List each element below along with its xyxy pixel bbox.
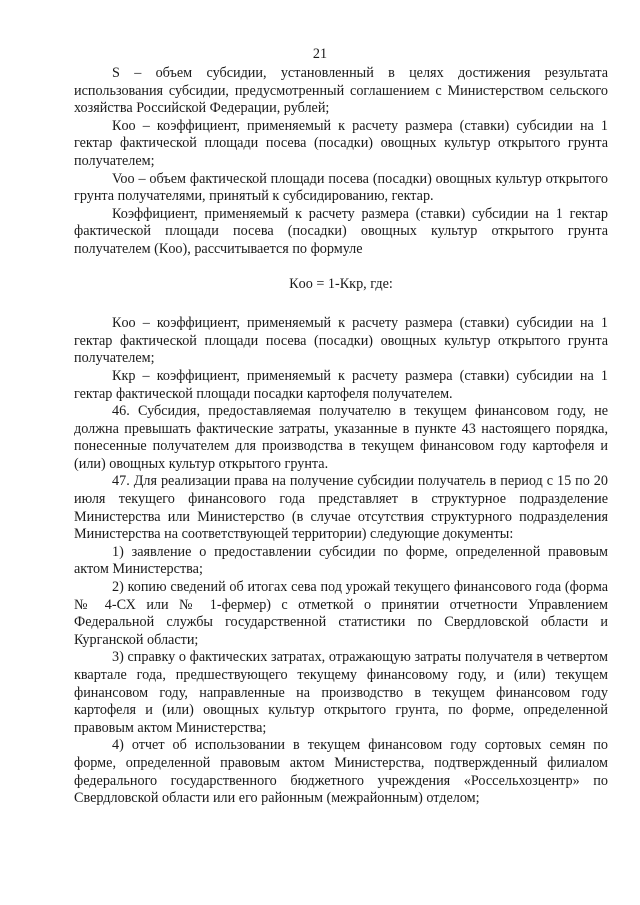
- paragraph-subsidy-volume: S – объем субсидии, установленный в целях достижения результата использования субсидии, предусмотренный соглашением с Министерством сельского хозяйства Российской Федерации, рублей;: [74, 65, 608, 117]
- paragraph-item-46: 46. Субсидия, предоставляемая получателю в текущем финансовом году, не должна превышать фактические затраты, указанные в пункте 43 настоящего порядка, понесенные получателем для производства в текущем финансовом году картофеля и (или) овощных культур открытого грунта.: [74, 403, 608, 472]
- list-item-4: 4) отчет об использовании в текущем финансовом году сортовых семян по форме, определенной правовым актом Министерства, подтвержденный филиалом федерального государственного бюджетного учреждения «Россельхозцентр» по Свердловской области или его районным (межрайонным) отделом;: [74, 737, 608, 807]
- list-item-2: 2) копию сведений об итогах сева под урожай текущего финансового года (форма № 4-СХ или № 1-фермер) с отметкой о принятии отчетности Управлением Федеральной службы государственной статистики по Свердловской области и Курганской области;: [74, 579, 608, 648]
- paragraph-koo-definition: Кoo – коэффициент, применяемый к расчету размера (ставки) субсидии на 1 гектар фактической площади посева (посадки) овощных культур открытого грунта получателем;: [74, 117, 608, 169]
- page-number: 21: [312, 46, 328, 62]
- paragraph-koo-definition-repeat: Кoo – коэффициент, применяемый к расчету размера (ставки) субсидии на 1 гектар фактической площади посева (посадки) овощных культур открытого грунта получателем;: [74, 315, 608, 367]
- paragraph-koo-formula-intro: Коэффициент, применяемый к расчету размера (ставки) субсидии на 1 гектар фактической площади посева (посадки) овощных культур открытого грунта получателем (Кoo), рассчитывается по формуле: [74, 205, 608, 257]
- formula: Кoo = 1-Ккр, где:: [289, 275, 393, 292]
- document-body: [74, 65, 608, 808]
- paragraph-voo-definition: Voo – объем фактической площади посева (посадки) овощных культур открытого грунта получателями, принятый к субсидированию, гектар.: [74, 170, 608, 205]
- list-item-3: 3) справку о фактических затратах, отражающую затраты получателя в четвертом квартале года, предшествующего текущему финансовому году, и (или) текущем финансовом году, направленные на производство в текущем финансовом году картофеля и (или) овощных культур открытого грунта, по форме, определенной правовым актом Министерства;: [74, 649, 608, 736]
- list-item-1: 1) заявление о предоставлении субсидии по форме, определенной правовым актом Министерства;: [74, 543, 608, 578]
- paragraph-kkp-definition: Ккр – коэффициент, применяемый к расчету размера (ставки) субсидии на 1 гектар фактической площади посадки картофеля получателем.: [74, 367, 608, 402]
- paragraph-item-47: 47. Для реализации права на получение субсидии получатель в период с 15 по 20 июля текущего финансового года представляет в структурное подразделение Министерства или Министерство (в случае отсутствия структурного подразделения Министерства на соответствующей территории) следующие документы:: [74, 473, 608, 543]
